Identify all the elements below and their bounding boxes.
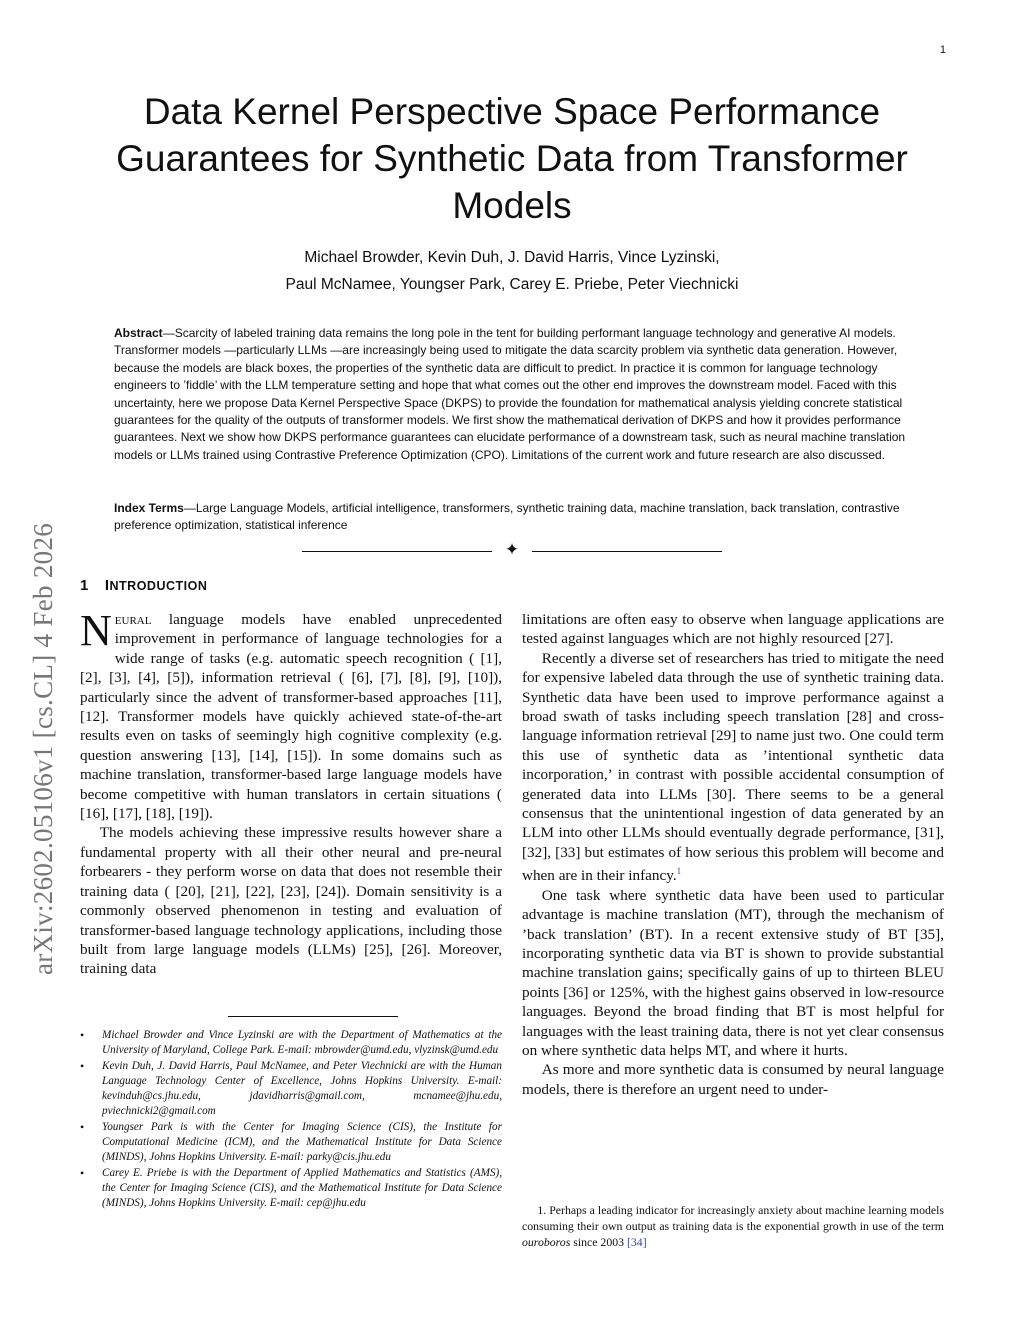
affiliation-list xyxy=(80,1028,502,1212)
footnote-marker[interactable]: 1 xyxy=(676,866,682,877)
index-terms xyxy=(114,500,914,535)
authors-line-2: Paul McNamee, Youngser Park, Carey E. Priebe, Peter Viechnicki xyxy=(285,276,739,293)
page-number: 1 xyxy=(939,44,946,56)
drop-cap: N xyxy=(80,606,112,655)
footnote-italic-term: ouroboros xyxy=(522,1235,571,1249)
section-number: 1 xyxy=(80,577,89,594)
separator-star-icon: ✦ xyxy=(504,540,520,560)
footnote-text-after: since 2003 xyxy=(570,1235,627,1249)
footnote-text-before: Perhaps a leading indicator for increasingly anxiety about machine learning models consuming their own output as training data is the exponential growth in use of the term xyxy=(522,1203,944,1233)
right-paragraph-1: limitations are often easy to observe when language applications are tested against languages which are not highly resourced [27]. xyxy=(522,611,944,648)
intro-paragraph-1-text: language models have enabled unprecedented improvement in performance of language technologies for a wide range of tasks (e.g. automatic speech recognition ( [1], [2], [3], [4], [5]), information retrieval ( [6], [7], [8], [9], [10]), particularly since the advent of transformer-based approaches [11], [12]. Transformer models have quickly achieved state-of-the-art results even on tasks of seemingly high cognitive complexity (e.g. question answering [13], [14], [15]). In some domains such as machine translation, transformer-based large language models have become competitive with human translators in certain situations ( [16], [17], [18], [19]). xyxy=(80,611,502,823)
index-terms-text: —Large Language Models, artificial intelligence, transformers, synthetic training data, machine translation, back translation, contrastive preference optimization, statistical inference xyxy=(114,501,900,533)
right-paragraph-2 xyxy=(522,649,944,886)
right-column xyxy=(522,610,944,1099)
footnote xyxy=(522,1202,944,1250)
right-paragraph-3: One task where synthetic data have been used to particular advantage is machine translation (MT), through the mechanism of ’back translation’ (BT). In a recent extensive study of BT [35], incorporating synthetic data via BT is shown to provide substantial machine translation gains; specifically gains of up to thirteen BLEU points [36] or 125%, with the highest gains observed in low-resource languages. Beyond the broad finding that BT is most helpful for languages with the least training data, there is not yet clear consensus on where synthetic data helps MT, and where it hurts. xyxy=(522,886,944,1059)
right-paragraph-2-text: Recently a diverse set of researchers has tried to mitigate the need for expensive labeled data through the use of synthetic training data. Synthetic data have been used to improve performance against a broad swath of tasks including speech translation [28] and cross-language information retrieval [29] to name just two. One could term this use of synthetic data as ’intentional synthetic data incorporation,’ in contrast with possible accidental consumption of generated data into LLMs [30]. There seems to be a general consensus that the unintentional ingestion of data generated by an LLM into other LLMs should eventually degrade performance, [31], [32], [33] but estimates of how serious this problem will become and when are in their infancy. xyxy=(522,649,944,885)
footnote-rule xyxy=(228,1016,398,1017)
authors-line-1: Michael Browder, Kevin Duh, J. David Harris, Vince Lyzinski, xyxy=(304,249,720,266)
affiliation-item: • Michael Browder and Vince Lyzinski are with the Department of Mathematics at the University of Maryland, College Park. E-mail: mbrowder@umd.edu, vlyzinsk@umd.edu xyxy=(80,1028,502,1059)
abstract-text: —Scarcity of labeled training data remains the long pole in the tent for building performant language technology and generative AI models. Transformer models —particularly LLMs —are increasingly being used to mitigate the data scarcity problem via synthetic data generation. However, because the models are black boxes, the properties of the synthetic data are difficult to predict. In practice it is common for language technology engineers to ’fiddle’ with the LLM temperature setting and hope that what comes out the other end improves the downstream model. Faced with this uncertainty, here we propose Data Kernel Perspective Space (DKPS) to provide the foundation for mathematical analysis yielding concrete statistical guarantees for the quality of the outputs of transformer models. We first show the mathematical derivation of DKPS and how it provides performance guarantees. Next we show how DKPS performance guarantees can elucidate performance of a downstream task, such as neural machine translation models or LLMs trained using Contrastive Preference Optimization (CPO). Limitations of the current work and future research are also discussed. xyxy=(114,326,906,462)
paper-title: Data Kernel Perspective Space Performance Guarantees for Synthetic Data from Transformer Models xyxy=(116,91,908,226)
footnote-number: 1. xyxy=(537,1203,547,1217)
abstract xyxy=(114,325,914,464)
author-list xyxy=(110,244,914,298)
left-column xyxy=(80,606,502,979)
affiliation-item: • Youngser Park is with the Center for Imaging Science (CIS), the Institute for Computational Medicine (ICM), and the Mathematical Institute for Data Science (MINDS), Johns Hopkins University. E-mail: parky@cis.jhu.edu xyxy=(80,1120,502,1166)
affiliation-item: • Kevin Duh, J. David Harris, Paul McNamee, and Peter Viechnicki are with the Human Language Technology Center of Excellence, Johns Hopkins University. E-mail: kevinduh@cs.jhu.edu, jdavidharris@gmail.com, mcnamee@jhu.edu, pviechnicki2@gmail.com xyxy=(80,1059,502,1120)
footnote-citation-link[interactable]: [34] xyxy=(626,1235,647,1249)
index-terms-label: Index Terms xyxy=(114,501,184,515)
section-title-initial: I xyxy=(104,577,110,594)
intro-paragraph-2: The models achieving these impressive results however share a fundamental property with all their other neural and pre-neural forbearers - they perform worse on data that does not resemble their training data ( [20], [21], [22], [23], [24]). Domain sensitivity is a commonly observed phenomenon in testing and evaluation of transformer-based language technology applications, including those built from large language models (LLMs) [25], [26]. Moreover, training data xyxy=(80,824,502,978)
abstract-label: Abstract xyxy=(114,326,163,340)
section-title-rest: NTRODUCTION xyxy=(109,579,208,593)
right-paragraph-4: As more and more synthetic data is consumed by neural language models, there is therefore an urgent need to under- xyxy=(522,1061,944,1098)
affiliation-item: • Carey E. Priebe is with the Department of Applied Mathematics and Statistics (AMS), the Center for Imaging Science (CIS), and the Mathematical Institute for Data Science (MINDS), Johns Hopkins University. E-mail: cep@jhu.edu xyxy=(80,1166,502,1212)
drop-cap-smallcaps: eural xyxy=(114,611,152,628)
separator-rule-right xyxy=(532,551,722,552)
section-heading xyxy=(80,577,207,594)
separator-rule-left xyxy=(302,551,492,552)
arxiv-stamp: arXiv:2602.05106v1 [cs.CL] 4 Feb 2026 xyxy=(28,522,58,975)
intro-paragraph-1 xyxy=(80,606,502,823)
